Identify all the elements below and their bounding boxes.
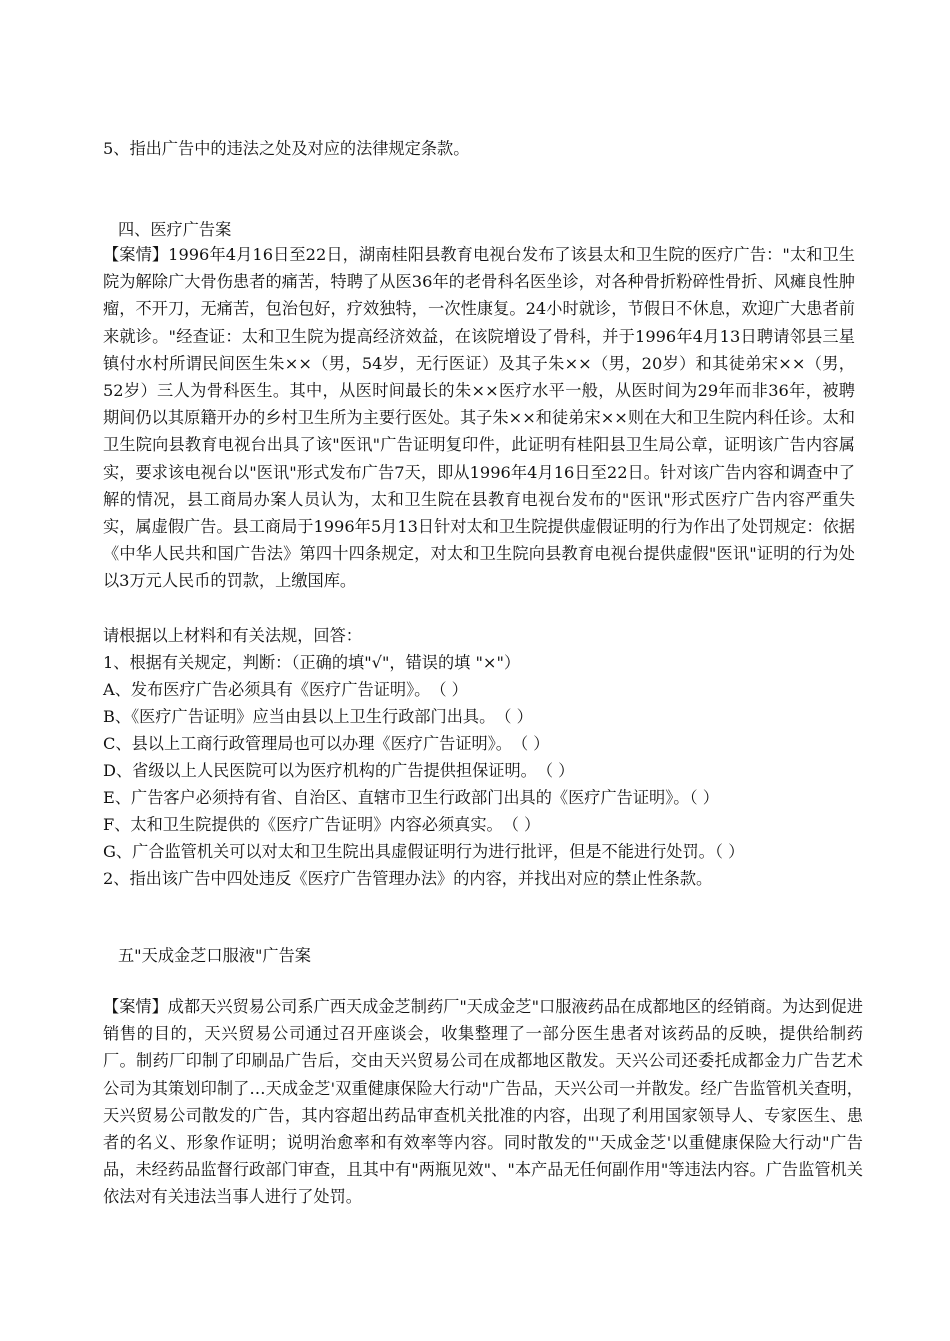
judgment-item-a: A、发布医疗广告必须具有《医疗广告证明》。 （ ） xyxy=(103,680,468,699)
case5-body: 【案情】成都天兴贸易公司系广西天成金芝制药厂"天成金芝"口服液药品在成都地区的经销商。为达到促进销售的目的，天兴贸易公司通过召开座谈会，收集整理了一部分医生患者对该药品的反映，提供给制药厂。制药厂印制了印刷品广告后，交由天兴贸易公司在成都地区散发。天兴公司还委托成都金力广告艺术公司为其策划印制了…天成金芝'双重健康保险大行动"广告品，天兴公司一并散发。经广告监管机关查明，天兴贸易公司散发的广告，其内容超出药品审查机关批准的内容，出现了利用国家领导人、专家医生、患者的名义、形象作证明；说明治愈率和有效率等内容。同时散发的"'天成金芝'以重健康保险大行动"广告品，未经药品监督行政部门审查，且其中有"两瓶见效"、"本产品无任何副作用"等违法内容。广告监管机关依法对有关违法当事人进行了处罚。 xyxy=(103,997,863,1207)
judgment-item-c: C、县以上工商行政管理局也可以办理《医疗广告证明》。 （ ） xyxy=(103,734,550,753)
case4-question-1: 1、根据有关规定，判断：（正确的填"√"，错误的填 "×"） xyxy=(103,653,521,672)
question-5: 5、指出广告中的违法之处及对应的法律规定条款。 xyxy=(103,139,470,158)
case4-heading: 四、医疗广告案 xyxy=(118,220,232,239)
judgment-item-e: E、广告客户必须持有省、自治区、直辖市卫生行政部门出具的《医疗广告证明》。（ ） xyxy=(103,788,719,807)
case5-heading: 五"天成金芝口服液"广告案 xyxy=(118,946,311,965)
judgment-item-f: F、太和卫生院提供的《医疗广告证明》内容必须真实。 （ ） xyxy=(103,815,541,834)
judgment-item-g: G、广合监管机关可以对太和卫生院出具虚假证明行为进行批评，但是不能进行处罚。（ ） xyxy=(103,842,745,861)
case4-body: 【案情】1996年4月16日至22日，湖南桂阳县教育电视台发布了该县太和卫生院的医疗广告："太和卫生院为解除广大骨伤患者的痛苦，特聘了从医36年的老骨科名医坐诊，对各种骨折粉碎性骨折、风瘫良性肿瘤，不开刀，无痛苦，包治包好，疗效独特，一次性康复。24小时就诊，节假日不休息，欢迎广大患者前来就诊。"经查证：太和卫生院为提高经济效益，在该院增设了骨科，并于1996年4月13日聘请邻县三星镇付水村所谓民间医生朱××（男，54岁，无行医证）及其子朱××（男，20岁）和其徒弟宋××（男，52岁）三人为骨科医生。其中，从医时间最长的朱××医疗水平一般，从医时间为29年而非36年，被聘期间仍以其原籍开办的乡村卫生所为主要行医处。其子朱××和徒弟宋××则在大和卫生院内科任诊。太和卫生院向县教育电视台出具了该"医讯"广告证明复印件，此证明有桂阳县卫生局公章，证明该广告内容属实，要求该电视台以"医讯"形式发布广告7天，即从1996年4月16日至22日。针对该广告内容和调查中了解的情况，县工商局办案人员认为，太和卫生院在县教育电视台发布的"医讯"形式医疗广告内容严重失实，属虚假广告。县工商局于1996年5月13日针对太和卫生院提供虚假证明的行为作出了处罚规定：依据《中华人民共和国广告法》第四十四条规定，对太和卫生院向县教育电视台提供虚假"医讯"证明的行为处以3万元人民币的罚款，上缴国库。 xyxy=(103,245,855,591)
judgment-item-b: B、《医疗广告证明》应当由县以上卫生行政部门出具。 （ ） xyxy=(103,707,533,726)
case4-prompt: 请根据以上材料和有关法规，回答： xyxy=(103,626,362,645)
judgment-item-d: D、省级以上人民医院可以为医疗机构的广告提供担保证明。 （ ） xyxy=(103,761,575,780)
case4-question-2: 2、指出该广告中四处违反《医疗广告管理办法》的内容，并找出对应的禁止性条款。 xyxy=(103,869,713,888)
